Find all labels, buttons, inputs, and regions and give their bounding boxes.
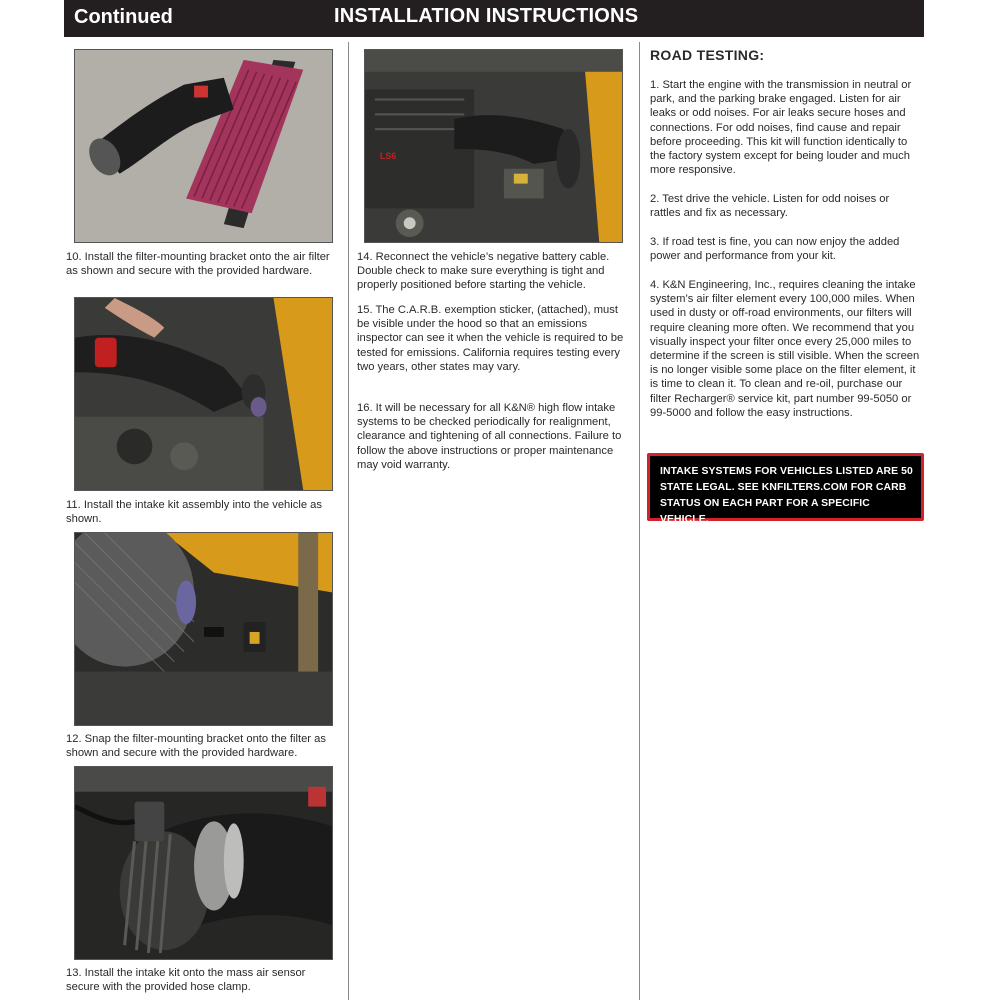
caption-step-15: 15. The C.A.R.B. exemption sticker, (attached), must be visible under the hood so that an emissions inspector can see it when the vehicle is required to be tested for emissions. California requires testing every two years, other states may vary. <box>357 304 624 373</box>
carb-legal-notice-text: INTAKE SYSTEMS FOR VEHICLES LISTED ARE 50 STATE LEGAL. SEE KNFILTERS.COM FOR CARB STATUS ON EACH PART FOR A SPECIFIC VEHICLE. <box>660 466 913 525</box>
road-testing-step-2: 2. Test drive the vehicle. Listen for odd noises or rattles and fix as necessary. <box>650 193 890 220</box>
carb-legal-notice <box>647 453 924 525</box>
photo-step-10 <box>74 49 333 243</box>
page-title: INSTALLATION INSTRUCTIONS <box>334 5 639 27</box>
road-testing-step-3: 3. If road test is fine, you can now enjoy the added power and performance from your kit. <box>650 236 900 263</box>
caption-step-16: 16. It will be necessary for all K&N® high flow intake systems to be checked periodically for realignment, clearance and tightening of all connections. Failure to follow the above instructions or proper maintenance may void warranty. <box>357 402 622 471</box>
road-testing-heading: ROAD TESTING: <box>650 47 765 63</box>
caption-step-12: 12. Snap the filter-mounting bracket onto the filter as shown and secure with the provided hardware. <box>66 733 326 760</box>
svg-text:LS6: LS6 <box>379 150 397 161</box>
caption-step-14: 14. Reconnect the vehicle’s negative battery cable. Double check to make sure everything is tight and properly positioned before starting the vehicle. <box>357 251 610 292</box>
caption-step-11: 11. Install the intake kit assembly into the vehicle as shown. <box>66 499 322 526</box>
road-testing-step-4: 4. K&N Engineering, Inc., requires cleaning the intake system’s air filter element every 100,000 miles. When used in dusty or off-road environments, our filters will require cleaning more often. We recommend that you visually inspect your filter once every 25,000 miles to determine if the screen is still visible. When the screen is no longer visible some place on the filter element, it is time to clean it. To clean and re-oil, purchase our filter Recharger® service kit, part number 99-5050 or 99-5000 and follow the easy instructions. <box>650 279 920 419</box>
road-testing-step-1: 1. Start the engine with the transmission in neutral or park, and the parking brake engaged. Listen for air leaks or odd noises. For air leaks secure hoses and connections. For odd noises, find cause and repair before proceeding. This kit will function identically to the factory system except for being louder and much more responsive. <box>650 79 912 177</box>
photo-step-11 <box>74 297 333 491</box>
photo-step-12 <box>74 532 333 726</box>
photo-step-14 <box>364 49 623 243</box>
page-header <box>64 0 924 37</box>
column-divider-right <box>639 42 640 1000</box>
caption-step-13: 13. Install the intake kit onto the mass air sensor secure with the provided hose clamp. <box>66 967 306 994</box>
continued-label: Continued <box>74 6 173 28</box>
column-divider-left <box>348 42 349 1000</box>
caption-step-10: 10. Install the filter-mounting bracket onto the air filter as shown and secure with the provided hardware. <box>66 251 330 278</box>
photo-step-13 <box>74 766 333 960</box>
